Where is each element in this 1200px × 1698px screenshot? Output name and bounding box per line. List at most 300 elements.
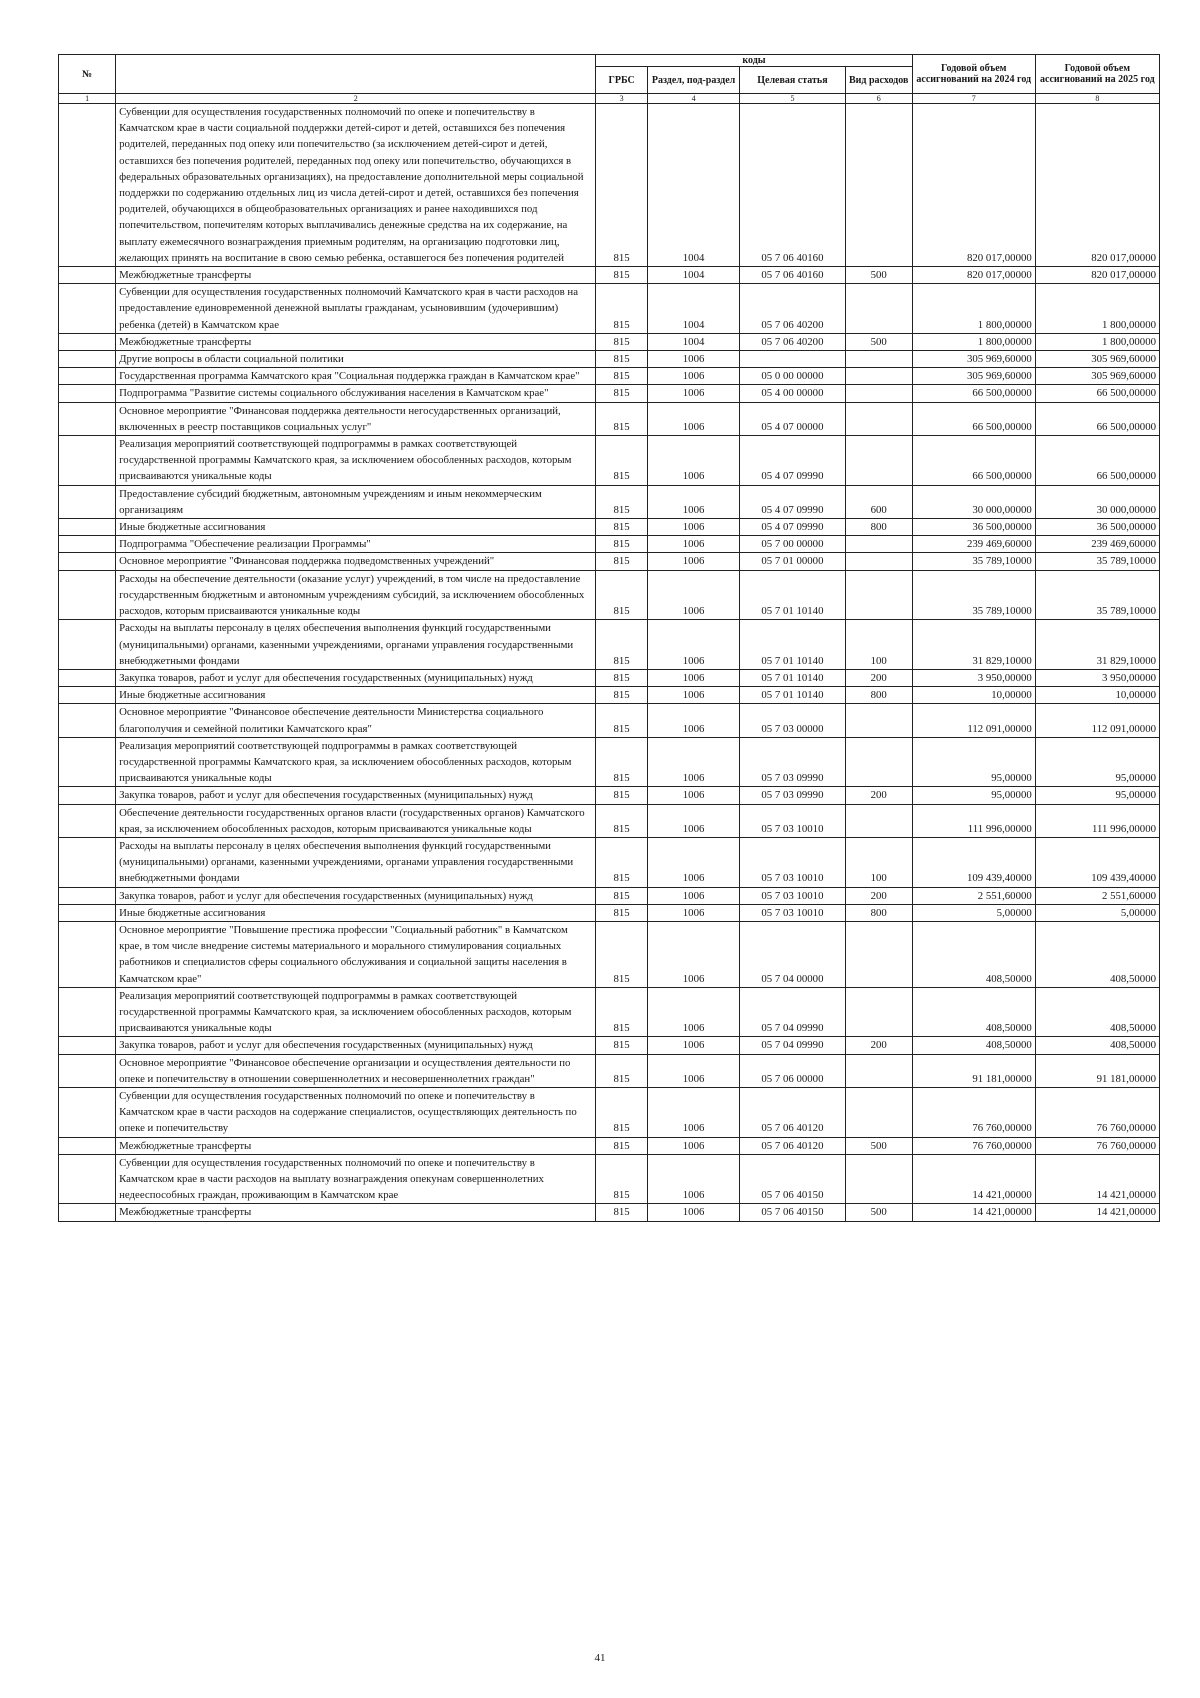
cell-2025: 14 421,00000: [1035, 1204, 1159, 1221]
cell-grbs: 815: [596, 284, 648, 334]
cell-no: [59, 436, 116, 486]
cell-target: 05 7 06 40120: [740, 1087, 845, 1137]
cell-section: 1006: [647, 687, 739, 704]
cell-name: Закупка товаров, работ и услуг для обеспечения государственных (муниципальных) нужд: [116, 669, 596, 686]
cell-no: [59, 536, 116, 553]
cell-expense-type: 500: [845, 267, 912, 284]
cell-name: Межбюджетные трансферты: [116, 267, 596, 284]
cell-target: 05 7 06 40150: [740, 1204, 845, 1221]
cell-section: 1006: [647, 436, 739, 486]
page-number: 41: [594, 1652, 606, 1664]
cell-name: Основное мероприятие "Финансовая поддержка деятельности негосударственных организаций, включенных в реестр поставщиков социальных услуг": [116, 402, 596, 435]
cell-no: [59, 887, 116, 904]
cell-name: Закупка товаров, работ и услуг для обеспечения государственных (муниципальных) нужд: [116, 787, 596, 804]
cell-expense-type: [845, 921, 912, 987]
cell-2024: 408,50000: [912, 987, 1035, 1037]
cell-section: 1006: [647, 368, 739, 385]
cell-name: Субвенции для осуществления государственных полномочий Камчатского края в части расходов на предоставление единовременной денежной выплаты гражданам, усыновившим (удочерившим) ребенка (детей) в Камчатском крае: [116, 284, 596, 334]
table-row: [59, 921, 1160, 987]
cell-2025: 95,00000: [1035, 737, 1159, 787]
cell-expense-type: 100: [845, 837, 912, 887]
cell-grbs: 815: [596, 887, 648, 904]
cell-no: [59, 620, 116, 670]
cell-section: 1006: [647, 620, 739, 670]
table-row: [59, 804, 1160, 837]
cell-name: Иные бюджетные ассигнования: [116, 687, 596, 704]
cell-2025: 35 789,10000: [1035, 553, 1159, 570]
cell-expense-type: 200: [845, 669, 912, 686]
cell-section: 1006: [647, 1204, 739, 1221]
cell-section: 1006: [647, 1054, 739, 1087]
cell-2024: 109 439,40000: [912, 837, 1035, 887]
cell-target: 05 4 00 00000: [740, 385, 845, 402]
cell-section: 1006: [647, 570, 739, 620]
cell-section: 1006: [647, 669, 739, 686]
cell-no: [59, 704, 116, 737]
cell-2024: 35 789,10000: [912, 553, 1035, 570]
cell-grbs: 815: [596, 536, 648, 553]
header-grbs: ГРБС: [596, 67, 648, 94]
cell-target: 05 7 06 40200: [740, 333, 845, 350]
cell-expense-type: [845, 1054, 912, 1087]
cell-grbs: 815: [596, 1204, 648, 1221]
table-row: [59, 887, 1160, 904]
cell-2025: 5,00000: [1035, 904, 1159, 921]
cell-expense-type: [845, 704, 912, 737]
cell-expense-type: [845, 104, 912, 267]
cell-2024: 66 500,00000: [912, 436, 1035, 486]
cell-expense-type: [845, 987, 912, 1037]
cell-section: 1006: [647, 837, 739, 887]
cell-grbs: 815: [596, 987, 648, 1037]
cell-2025: 820 017,00000: [1035, 267, 1159, 284]
cell-expense-type: [845, 402, 912, 435]
cell-name: Межбюджетные трансферты: [116, 333, 596, 350]
cell-2025: 109 439,40000: [1035, 837, 1159, 887]
cell-2024: 820 017,00000: [912, 104, 1035, 267]
cell-no: [59, 904, 116, 921]
cell-2024: 95,00000: [912, 787, 1035, 804]
table-row: [59, 987, 1160, 1037]
cell-name: Реализация мероприятий соответствующей подпрограммы в рамках соответствующей государственной программы Камчатского края, за исключением обособленных расходов, которым присваиваются уникальные коды: [116, 436, 596, 486]
cell-no: [59, 570, 116, 620]
cell-section: 1006: [647, 887, 739, 904]
table-row: [59, 1154, 1160, 1204]
cell-name: Иные бюджетные ассигнования: [116, 904, 596, 921]
cell-expense-type: 100: [845, 620, 912, 670]
cell-2025: 14 421,00000: [1035, 1154, 1159, 1204]
cell-no: [59, 669, 116, 686]
cell-2025: 408,50000: [1035, 1037, 1159, 1054]
cell-target: 05 7 01 10140: [740, 687, 845, 704]
cell-target: 05 7 04 09990: [740, 987, 845, 1037]
cell-no: [59, 104, 116, 267]
header-expense-type: Вид расходов: [845, 67, 912, 94]
table-row: [59, 687, 1160, 704]
cell-section: 1006: [647, 987, 739, 1037]
cell-2025: 10,00000: [1035, 687, 1159, 704]
cell-section: 1006: [647, 1137, 739, 1154]
cell-name: Основное мероприятие "Финансовое обеспечение организации и осуществления деятельности по опеке и попечительству в отношении совершеннолетних и несовершеннолетних граждан": [116, 1054, 596, 1087]
cell-grbs: 815: [596, 737, 648, 787]
cell-2025: 66 500,00000: [1035, 436, 1159, 486]
header-no: №: [59, 55, 116, 94]
table-row: [59, 1054, 1160, 1087]
cell-2025: 2 551,60000: [1035, 887, 1159, 904]
cell-2024: 408,50000: [912, 921, 1035, 987]
cell-name: Субвенции для осуществления государственных полномочий по опеке и попечительству в Камчатском крае в части расходов на содержание специалистов, осуществляющих деятельность по опеке и попечительству: [116, 1087, 596, 1137]
cell-name: Подпрограмма "Развитие системы социального обслуживания населения в Камчатском крае": [116, 385, 596, 402]
cell-grbs: 815: [596, 553, 648, 570]
cell-target: 05 7 06 40200: [740, 284, 845, 334]
cell-expense-type: [845, 436, 912, 486]
cell-grbs: 815: [596, 570, 648, 620]
table-row: [59, 536, 1160, 553]
cell-section: 1006: [647, 519, 739, 536]
cell-section: 1006: [647, 1087, 739, 1137]
cell-grbs: 815: [596, 519, 648, 536]
cell-2024: 91 181,00000: [912, 1054, 1035, 1087]
cell-no: [59, 284, 116, 334]
cell-section: 1004: [647, 333, 739, 350]
cell-section: 1006: [647, 553, 739, 570]
cell-no: [59, 1154, 116, 1204]
cell-expense-type: 200: [845, 887, 912, 904]
cell-grbs: 815: [596, 1037, 648, 1054]
cell-2024: 10,00000: [912, 687, 1035, 704]
cell-grbs: 815: [596, 385, 648, 402]
cell-2025: 35 789,10000: [1035, 570, 1159, 620]
column-number: 2: [116, 94, 596, 104]
cell-target: 05 7 03 09990: [740, 737, 845, 787]
cell-name: Обеспечение деятельности государственных органов власти (государственных органов) Камчатского края, за исключением обособленных расходов, которым присваиваются уникальные коды: [116, 804, 596, 837]
cell-no: [59, 1204, 116, 1221]
cell-section: 1006: [647, 385, 739, 402]
cell-name: Реализация мероприятий соответствующей подпрограммы в рамках соответствующей государственной программы Камчатского края, за исключением обособленных расходов, которым присваиваются уникальные коды: [116, 737, 596, 787]
cell-expense-type: [845, 553, 912, 570]
cell-no: [59, 687, 116, 704]
cell-no: [59, 804, 116, 837]
table-row: [59, 553, 1160, 570]
cell-target: 05 7 06 40150: [740, 1154, 845, 1204]
cell-expense-type: 200: [845, 787, 912, 804]
cell-no: [59, 267, 116, 284]
cell-section: 1006: [647, 804, 739, 837]
header-2024: Годовой объем ассигнований на 2024 год: [912, 55, 1035, 94]
table-row: [59, 1087, 1160, 1137]
cell-2025: 1 800,00000: [1035, 284, 1159, 334]
cell-grbs: 815: [596, 669, 648, 686]
cell-expense-type: 800: [845, 904, 912, 921]
cell-2024: 2 551,60000: [912, 887, 1035, 904]
cell-2024: 95,00000: [912, 737, 1035, 787]
cell-2025: 30 000,00000: [1035, 485, 1159, 518]
cell-no: [59, 787, 116, 804]
cell-section: 1006: [647, 921, 739, 987]
cell-expense-type: [845, 804, 912, 837]
cell-section: 1006: [647, 1154, 739, 1204]
cell-2024: 66 500,00000: [912, 402, 1035, 435]
cell-target: 05 7 01 00000: [740, 553, 845, 570]
cell-2025: 36 500,00000: [1035, 519, 1159, 536]
header-name: [116, 55, 596, 94]
cell-no: [59, 921, 116, 987]
cell-grbs: 815: [596, 904, 648, 921]
cell-expense-type: 500: [845, 333, 912, 350]
cell-2024: 30 000,00000: [912, 485, 1035, 518]
header-section: Раздел, под-раздел: [647, 67, 739, 94]
cell-target: 05 7 04 09990: [740, 1037, 845, 1054]
cell-2024: 408,50000: [912, 1037, 1035, 1054]
cell-no: [59, 333, 116, 350]
column-number: 7: [912, 94, 1035, 104]
cell-name: Реализация мероприятий соответствующей подпрограммы в рамках соответствующей государственной программы Камчатского края, за исключением обособленных расходов, которым присваиваются уникальные коды: [116, 987, 596, 1037]
cell-section: 1006: [647, 402, 739, 435]
cell-target: 05 7 01 10140: [740, 570, 845, 620]
table-row: [59, 104, 1160, 267]
table-row: [59, 1137, 1160, 1154]
cell-name: Подпрограмма "Обеспечение реализации Программы": [116, 536, 596, 553]
cell-target: 05 7 03 00000: [740, 704, 845, 737]
cell-target: 05 0 00 00000: [740, 368, 845, 385]
cell-grbs: 815: [596, 804, 648, 837]
cell-target: 05 7 03 10010: [740, 837, 845, 887]
cell-2025: 820 017,00000: [1035, 104, 1159, 267]
cell-section: 1006: [647, 536, 739, 553]
cell-expense-type: 200: [845, 1037, 912, 1054]
header-codes: коды: [596, 55, 912, 67]
table-row: [59, 284, 1160, 334]
table-row: [59, 368, 1160, 385]
table-row: [59, 519, 1160, 536]
cell-section: 1006: [647, 704, 739, 737]
cell-name: Государственная программа Камчатского края "Социальная поддержка граждан в Камчатском крае": [116, 368, 596, 385]
cell-target: 05 7 01 10140: [740, 669, 845, 686]
cell-target: 05 7 03 09990: [740, 787, 845, 804]
cell-2024: 1 800,00000: [912, 333, 1035, 350]
cell-grbs: 815: [596, 1087, 648, 1137]
table-row: [59, 704, 1160, 737]
cell-2024: 112 091,00000: [912, 704, 1035, 737]
cell-grbs: 815: [596, 436, 648, 486]
table-row: [59, 436, 1160, 486]
cell-expense-type: [845, 351, 912, 368]
cell-name: Межбюджетные трансферты: [116, 1137, 596, 1154]
cell-no: [59, 1087, 116, 1137]
cell-2024: 820 017,00000: [912, 267, 1035, 284]
cell-name: Закупка товаров, работ и услуг для обеспечения государственных (муниципальных) нужд: [116, 1037, 596, 1054]
cell-2024: 239 469,60000: [912, 536, 1035, 553]
cell-section: 1004: [647, 267, 739, 284]
table-row: [59, 570, 1160, 620]
cell-name: Субвенции для осуществления государственных полномочий по опеке и попечительству в Камчатском крае в части расходов на выплату вознаграждения опекунам совершеннолетних недееспособных граждан, проживающим в Камчатском крае: [116, 1154, 596, 1204]
cell-target: 05 7 06 40160: [740, 267, 845, 284]
cell-2024: 36 500,00000: [912, 519, 1035, 536]
cell-target: 05 7 03 10010: [740, 887, 845, 904]
cell-target: 05 7 06 40160: [740, 104, 845, 267]
budget-table-sheet: [58, 54, 1160, 1222]
cell-no: [59, 1137, 116, 1154]
cell-expense-type: 600: [845, 485, 912, 518]
cell-2025: 111 996,00000: [1035, 804, 1159, 837]
cell-expense-type: 800: [845, 687, 912, 704]
table-row: [59, 787, 1160, 804]
table-row: [59, 402, 1160, 435]
cell-grbs: 815: [596, 1154, 648, 1204]
cell-no: [59, 351, 116, 368]
cell-expense-type: [845, 1154, 912, 1204]
cell-expense-type: [845, 737, 912, 787]
cell-section: 1006: [647, 351, 739, 368]
cell-2024: 14 421,00000: [912, 1204, 1035, 1221]
cell-name: Субвенции для осуществления государственных полномочий по опеке и попечительству в Камчатском крае в части социальной поддержки детей-сирот и детей, оставшихся без попечения родителей, переданных под опеку или попечительство (за исключением детей-сирот и детей, оставшихся без попечения родителей, переданных под опеку или попечительство, обучающихся в федеральных образовательных организациях), на предоставление дополнительной меры социальной поддержки по содержанию отдельных лиц из числа детей-сирот и детей, оставшихся без попечения родителей, обучающихся в общеобразовательных организациях и ранее находившихся под попечительством, попечителям которых выплачивались денежные средства на их содержание, на выплату ежемесячного вознаграждения приемным родителям, на организацию подготовки лиц, желающих принять на воспитание в свою семью ребенка, оставшегося без попечения родителей: [116, 104, 596, 267]
column-number: 1: [59, 94, 116, 104]
cell-2024: 111 996,00000: [912, 804, 1035, 837]
cell-2024: 76 760,00000: [912, 1137, 1035, 1154]
cell-target: 05 4 07 09990: [740, 519, 845, 536]
cell-2025: 1 800,00000: [1035, 333, 1159, 350]
table-row: [59, 904, 1160, 921]
cell-grbs: 815: [596, 620, 648, 670]
cell-2024: 5,00000: [912, 904, 1035, 921]
cell-no: [59, 368, 116, 385]
cell-2025: 31 829,10000: [1035, 620, 1159, 670]
cell-section: 1004: [647, 284, 739, 334]
table-row: [59, 1037, 1160, 1054]
cell-expense-type: 800: [845, 519, 912, 536]
cell-2025: 239 469,60000: [1035, 536, 1159, 553]
cell-no: [59, 737, 116, 787]
cell-target: 05 7 03 10010: [740, 904, 845, 921]
cell-name: Расходы на выплаты персоналу в целях обеспечения выполнения функций государственными (муниципальными) органами, казенными учреждениями, органами управления государственными внебюджетными фондами: [116, 837, 596, 887]
cell-section: 1006: [647, 787, 739, 804]
cell-grbs: 815: [596, 104, 648, 267]
cell-section: 1006: [647, 485, 739, 518]
cell-2025: 76 760,00000: [1035, 1087, 1159, 1137]
cell-2025: 3 950,00000: [1035, 669, 1159, 686]
cell-2025: 66 500,00000: [1035, 402, 1159, 435]
table-row: [59, 351, 1160, 368]
cell-2024: 31 829,10000: [912, 620, 1035, 670]
cell-grbs: 815: [596, 921, 648, 987]
cell-2024: 14 421,00000: [912, 1154, 1035, 1204]
cell-target: 05 7 01 10140: [740, 620, 845, 670]
cell-no: [59, 1054, 116, 1087]
column-number: 8: [1035, 94, 1159, 104]
cell-grbs: 815: [596, 485, 648, 518]
cell-name: Иные бюджетные ассигнования: [116, 519, 596, 536]
table-row: [59, 385, 1160, 402]
cell-no: [59, 1037, 116, 1054]
cell-grbs: 815: [596, 687, 648, 704]
table-row: [59, 1204, 1160, 1221]
cell-name: Расходы на выплаты персоналу в целях обеспечения выполнения функций государственными (муниципальными) органами, казенными учреждениями, органами управления государственными внебюджетными фондами: [116, 620, 596, 670]
cell-2024: 1 800,00000: [912, 284, 1035, 334]
cell-2025: 408,50000: [1035, 921, 1159, 987]
budget-table: [58, 54, 1160, 1222]
cell-2025: 305 969,60000: [1035, 368, 1159, 385]
cell-section: 1006: [647, 737, 739, 787]
cell-target: 05 7 00 00000: [740, 536, 845, 553]
cell-2024: 3 950,00000: [912, 669, 1035, 686]
cell-expense-type: 500: [845, 1204, 912, 1221]
cell-expense-type: [845, 368, 912, 385]
cell-2024: 35 789,10000: [912, 570, 1035, 620]
cell-no: [59, 837, 116, 887]
cell-grbs: 815: [596, 704, 648, 737]
table-row: [59, 333, 1160, 350]
cell-expense-type: [845, 570, 912, 620]
table-row: [59, 669, 1160, 686]
cell-2025: 76 760,00000: [1035, 1137, 1159, 1154]
cell-2024: 76 760,00000: [912, 1087, 1035, 1137]
cell-name: Основное мероприятие "Финансовое обеспечение деятельности Министерства социального благополучия и семейной политики Камчатского края": [116, 704, 596, 737]
table-row: [59, 267, 1160, 284]
table-row: [59, 737, 1160, 787]
cell-grbs: 815: [596, 368, 648, 385]
cell-no: [59, 385, 116, 402]
cell-2025: 305 969,60000: [1035, 351, 1159, 368]
cell-name: Основное мероприятие "Финансовая поддержка подведомственных учреждений": [116, 553, 596, 570]
cell-name: Основное мероприятие "Повышение престижа профессии "Социальный работник" в Камчатском крае, в том числе внедрение системы материального и морального стимулирования социальных работников и специалистов сферы социального обслуживания и социальной защиты населения в Камчатском крае": [116, 921, 596, 987]
cell-target: 05 7 03 10010: [740, 804, 845, 837]
table-row: [59, 620, 1160, 670]
cell-target: 05 4 07 00000: [740, 402, 845, 435]
cell-expense-type: 500: [845, 1137, 912, 1154]
cell-expense-type: [845, 284, 912, 334]
cell-expense-type: [845, 536, 912, 553]
cell-name: Закупка товаров, работ и услуг для обеспечения государственных (муниципальных) нужд: [116, 887, 596, 904]
cell-no: [59, 987, 116, 1037]
cell-no: [59, 485, 116, 518]
cell-grbs: 815: [596, 1137, 648, 1154]
cell-no: [59, 402, 116, 435]
cell-grbs: 815: [596, 787, 648, 804]
cell-2025: 408,50000: [1035, 987, 1159, 1037]
table-row: [59, 485, 1160, 518]
cell-name: Другие вопросы в области социальной политики: [116, 351, 596, 368]
cell-2025: 91 181,00000: [1035, 1054, 1159, 1087]
cell-target: [740, 351, 845, 368]
cell-section: 1006: [647, 904, 739, 921]
cell-name: Предоставление субсидий бюджетным, автономным учреждениям и иным некоммерческим организациям: [116, 485, 596, 518]
cell-name: Расходы на обеспечение деятельности (оказание услуг) учреждений, в том числе на предоставление государственным бюджетным и автономным учреждениям субсидий, за исключением обособленных расходов, которым присваиваются уникальные коды: [116, 570, 596, 620]
column-number: 5: [740, 94, 845, 104]
cell-2024: 66 500,00000: [912, 385, 1035, 402]
cell-grbs: 815: [596, 402, 648, 435]
table-body: [59, 104, 1160, 1222]
cell-grbs: 815: [596, 1054, 648, 1087]
cell-section: 1006: [647, 1037, 739, 1054]
cell-2025: 66 500,00000: [1035, 385, 1159, 402]
header-target: Целевая статья: [740, 67, 845, 94]
column-number: 6: [845, 94, 912, 104]
table-row: [59, 837, 1160, 887]
cell-target: 05 7 06 00000: [740, 1054, 845, 1087]
cell-grbs: 815: [596, 351, 648, 368]
column-number: 4: [647, 94, 739, 104]
cell-2024: 305 969,60000: [912, 351, 1035, 368]
cell-2025: 112 091,00000: [1035, 704, 1159, 737]
cell-grbs: 815: [596, 333, 648, 350]
cell-2025: 95,00000: [1035, 787, 1159, 804]
column-number: 3: [596, 94, 648, 104]
cell-expense-type: [845, 385, 912, 402]
cell-section: 1004: [647, 104, 739, 267]
cell-target: 05 4 07 09990: [740, 485, 845, 518]
cell-no: [59, 553, 116, 570]
cell-grbs: 815: [596, 267, 648, 284]
